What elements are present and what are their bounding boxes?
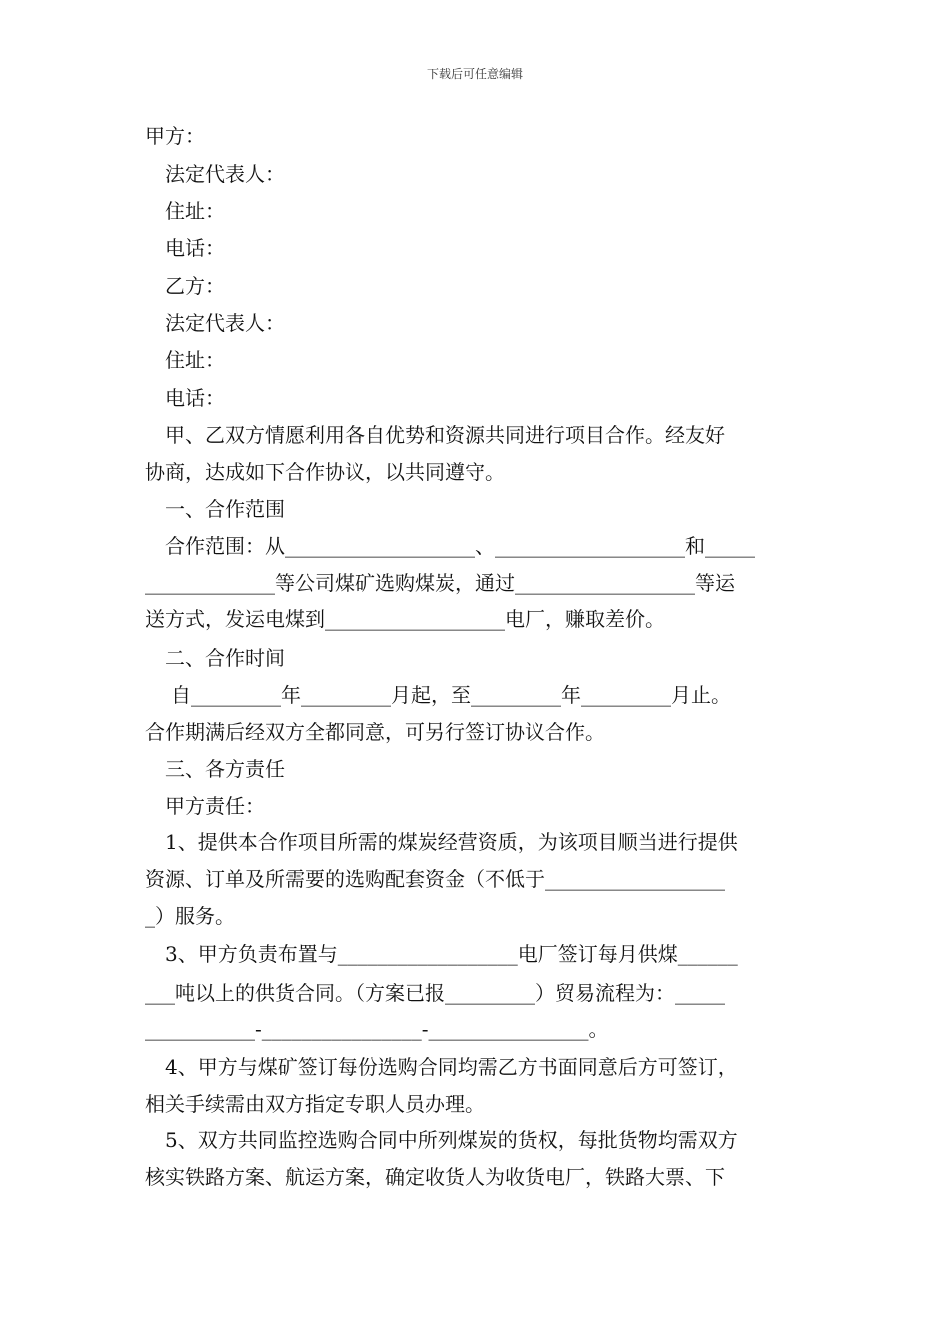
clause-3-line-1: 3、甲方负责布置与__________________电厂签订每月供煤______ bbox=[165, 942, 738, 966]
clause-3-line-3: ___________-________________-________________。 bbox=[145, 1017, 609, 1041]
party-a-address: 住址： bbox=[165, 199, 225, 223]
section-heading-time: 二、合作时间 bbox=[165, 646, 285, 670]
page-header: 下载后可任意编辑 bbox=[426, 67, 523, 81]
clause-1-line-3: _）服务。 bbox=[145, 904, 235, 928]
party-b-label: 乙方： bbox=[165, 274, 225, 298]
time-line-2: 合作期满后经双方全都同意，可另行签订协议合作。 bbox=[145, 720, 605, 744]
section-heading-responsibilities: 三、各方责任 bbox=[165, 757, 285, 781]
party-b-legal-rep: 法定代表人： bbox=[165, 311, 285, 335]
section-heading-scope: 一、合作范围 bbox=[165, 497, 285, 521]
clause-5-line-2: 核实铁路方案、航运方案，确定收货人为收货电厂，铁路大票、下 bbox=[145, 1165, 725, 1189]
time-line-1: 自_________年_________月起，至_________年_________月止。 bbox=[171, 683, 731, 707]
clause-1-line-2: 资源、订单及所需要的选购配套资金（不低于__________________ bbox=[145, 867, 725, 891]
scope-line-1: 合作范围：从___________________、___________________和_____ bbox=[165, 534, 755, 558]
intro-paragraph-line-2: 协商，达成如下合作协议，以共同遵守。 bbox=[145, 460, 505, 484]
clause-5-line-1: 5、双方共同监控选购合同中所列煤炭的货权，每批货物均需双方 bbox=[165, 1128, 738, 1152]
scope-line-3: 送方式，发运电煤到__________________电厂，赚取差价。 bbox=[145, 607, 665, 631]
party-b-phone: 电话： bbox=[165, 386, 225, 410]
clause-4-line-2: 相关手续需由双方指定专职人员办理。 bbox=[145, 1092, 485, 1116]
party-a-label: 甲方： bbox=[145, 124, 205, 148]
scope-line-2: _____________等公司煤矿选购煤炭，通过__________________等运 bbox=[145, 571, 735, 595]
intro-paragraph-line-1: 甲、乙双方情愿利用各自优势和资源共同进行项目合作。经友好 bbox=[165, 423, 725, 447]
party-b-address: 住址： bbox=[165, 348, 225, 372]
clause-3-line-2: ___吨以上的供货合同。（方案已报_________）贸易流程为：_____ bbox=[145, 981, 725, 1005]
party-a-legal-rep: 法定代表人： bbox=[165, 162, 285, 186]
party-a-phone: 电话： bbox=[165, 236, 225, 260]
clause-1-line-1: 1、提供本合作项目所需的煤炭经营资质，为该项目顺当进行提供 bbox=[165, 830, 738, 854]
party-a-responsibilities-label: 甲方责任： bbox=[165, 794, 265, 818]
clause-4-line-1: 4、甲方与煤矿签订每份选购合同均需乙方书面同意后方可签订， bbox=[165, 1055, 738, 1079]
